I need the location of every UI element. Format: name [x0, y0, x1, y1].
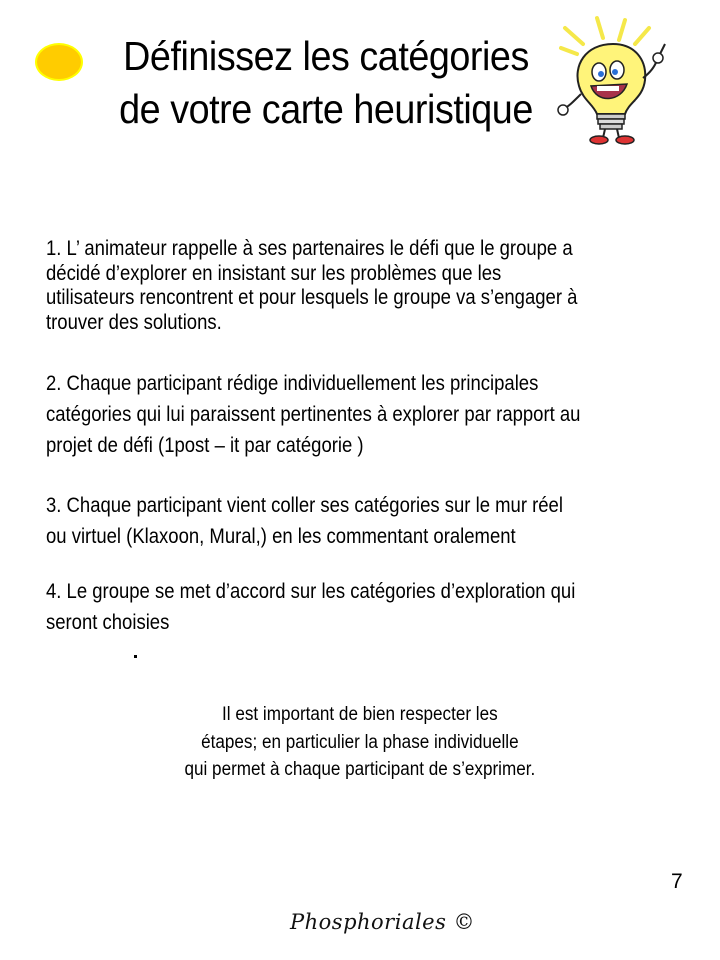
note-line: qui permet à chaque participant de s’exprimer. — [184, 759, 536, 780]
title-line-1: Définissez les catégories — [123, 33, 529, 79]
important-note — [0, 701, 720, 784]
note-line: étapes; en particulier la phase individuelle — [201, 731, 519, 753]
step-1-line: trouver des solutions. — [46, 310, 222, 335]
title-bullet-icon — [35, 43, 83, 81]
page-title — [114, 30, 537, 136]
step-1-line: 1. L’ animateur rappelle à ses partenaires le défi que le groupe a — [46, 236, 573, 260]
step-2-line: projet de défi (1post – it par catégorie ) — [46, 433, 364, 457]
lightbulb-mascot-icon — [555, 14, 680, 146]
step-2-line: catégories qui lui paraissent pertinentes à explorer par rapport au — [46, 402, 581, 426]
step-1 — [46, 236, 614, 335]
step-2-line: 2. Chaque participant rédige individuellement les principales — [46, 371, 539, 395]
note-line: Il est important de bien respecter les — [222, 704, 498, 725]
step-4-line: seront choisies — [46, 610, 170, 634]
step-3 — [46, 490, 614, 552]
page-number: 7 — [671, 870, 683, 893]
step-4 — [46, 576, 614, 638]
step-3-line: ou virtuel (Klaxoon, Mural,) en les commentant oralement — [46, 524, 516, 548]
stray-period-mark — [134, 655, 137, 658]
step-1-line: décidé d’explorer en insistant sur les problèmes que les — [46, 260, 502, 285]
step-2 — [46, 368, 614, 461]
step-4-line: 4. Le groupe se met d’accord sur les catégories d’exploration qui — [46, 579, 576, 603]
step-1-line: utilisateurs rencontrent et pour lesquels le groupe va s’engager à — [46, 285, 578, 310]
title-line-2: de votre carte heuristique — [119, 86, 533, 132]
footer-brand: Phosphoriales © — [290, 910, 476, 934]
step-3-line: 3. Chaque participant vient coller ses catégories sur le mur réel — [46, 493, 563, 517]
